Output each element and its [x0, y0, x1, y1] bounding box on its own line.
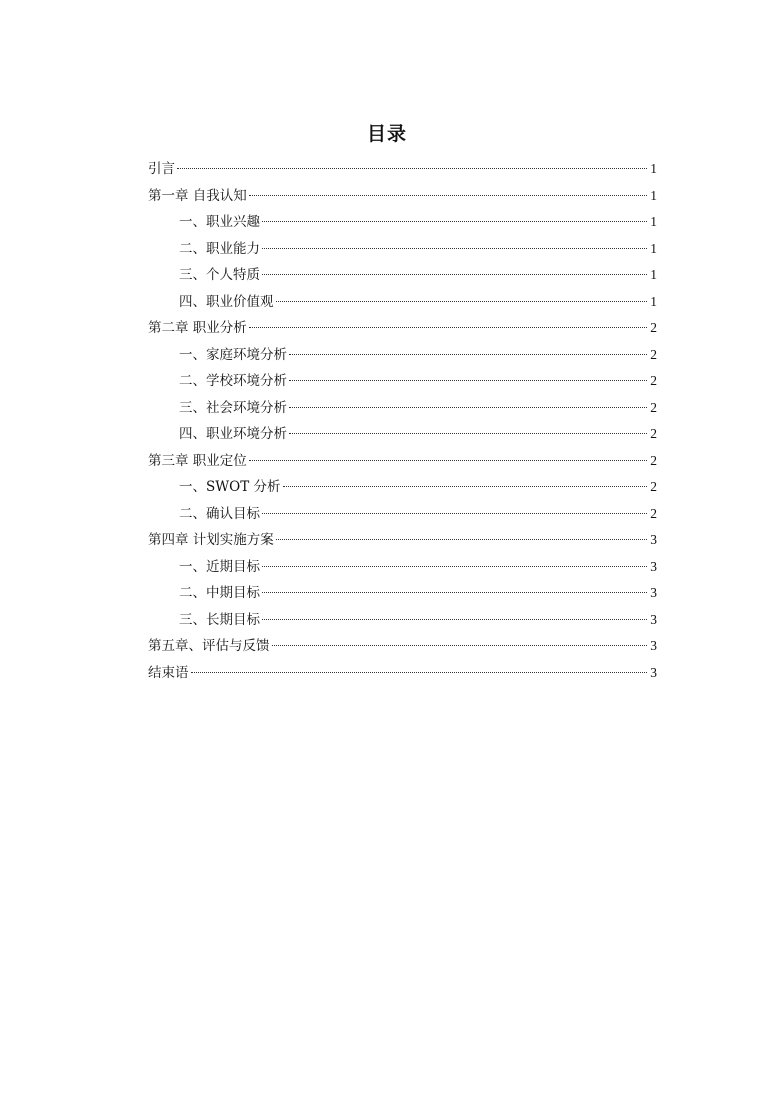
toc-chapter-entry[interactable]: [148, 660, 657, 687]
toc-entry-label: 一、职业兴趣: [179, 214, 260, 230]
toc-dot-leader: [249, 195, 647, 196]
toc-section-entry[interactable]: [148, 289, 657, 316]
toc-section-entry[interactable]: [148, 580, 657, 607]
toc-page-number: 3: [650, 638, 657, 653]
toc-dot-leader: [272, 645, 648, 646]
toc-entry-label: 二、确认目标: [179, 505, 260, 522]
toc-page-number: 2: [650, 346, 657, 362]
toc-page-number: 3: [650, 664, 657, 680]
toc-entry-label: 四、职业环境分析: [179, 426, 287, 442]
toc-dot-leader: [283, 486, 648, 487]
toc-dot-leader: [289, 354, 647, 355]
toc-dot-leader: [262, 513, 647, 514]
toc-page-number: 1: [650, 214, 657, 229]
toc-entry-label: 第五章、评估与反馈: [148, 638, 270, 654]
toc-page-number: 2: [650, 373, 657, 388]
toc-page-number: 1: [650, 293, 657, 309]
toc-chapter-entry[interactable]: [148, 448, 657, 475]
toc-entry-label: 二、职业能力: [179, 240, 260, 257]
toc-section-entry[interactable]: [148, 501, 657, 528]
toc-entry-label: 二、学校环境分析: [179, 373, 287, 389]
toc-dot-leader: [249, 460, 647, 461]
toc-entry-label: 三、个人特质: [179, 267, 260, 283]
toc-page-number: 2: [650, 505, 657, 521]
toc-page-number: 1: [650, 240, 657, 256]
toc-entry-label: 一、SWOT 分析: [179, 479, 281, 495]
toc-dot-leader: [289, 407, 647, 408]
toc-section-entry[interactable]: [148, 342, 657, 369]
toc-entry-label: 二、中期目标: [179, 585, 260, 601]
toc-dot-leader: [191, 672, 648, 673]
toc-page-number: 3: [650, 558, 657, 574]
toc-chapter-entry[interactable]: [148, 156, 657, 183]
toc-dot-leader: [276, 301, 648, 302]
toc-dot-leader: [177, 168, 647, 169]
toc-section-entry[interactable]: [148, 236, 657, 263]
toc-section-entry[interactable]: [148, 395, 657, 422]
toc-entry-label: 第一章 自我认知: [148, 187, 247, 204]
toc-title: 目录: [366, 123, 407, 145]
toc-entry-label: 三、长期目标: [179, 611, 260, 628]
toc-entry-label: 第三章 职业定位: [148, 452, 247, 469]
toc-page-number: 1: [650, 161, 657, 176]
toc-section-entry[interactable]: [148, 421, 657, 448]
toc-section-entry[interactable]: [148, 554, 657, 581]
toc-section-entry[interactable]: [148, 262, 657, 289]
toc-page-number: 3: [650, 532, 657, 547]
toc-dot-leader: [262, 248, 647, 249]
toc-dot-leader: [262, 592, 647, 593]
toc-entry-label: 第四章 计划实施方案: [148, 532, 274, 548]
toc-page-number: 1: [650, 187, 657, 203]
toc-dot-leader: [249, 327, 647, 328]
toc-page-number: 2: [650, 399, 657, 415]
toc-chapter-entry[interactable]: [148, 633, 657, 660]
toc-chapter-entry[interactable]: [148, 315, 657, 342]
toc-chapter-entry[interactable]: [148, 183, 657, 210]
toc-entry-label: 第二章 职业分析: [148, 320, 247, 336]
toc-entry-label: 一、家庭环境分析: [179, 346, 287, 363]
toc-dot-leader: [262, 566, 647, 567]
toc-section-entry[interactable]: [148, 209, 657, 236]
toc-entry-label: 引言: [148, 161, 175, 177]
toc-section-entry[interactable]: [148, 607, 657, 634]
toc-page-number: 3: [650, 585, 657, 600]
toc-dot-leader: [262, 619, 647, 620]
toc-page-number: 1: [650, 267, 657, 282]
toc-dot-leader: [276, 539, 647, 540]
toc-chapter-entry[interactable]: [148, 527, 657, 554]
toc-page-number: 2: [650, 479, 657, 494]
toc-section-entry[interactable]: [148, 368, 657, 395]
toc-page-number: 2: [650, 320, 657, 335]
toc-entry-label: 一、近期目标: [179, 558, 260, 575]
toc-dot-leader: [289, 380, 647, 381]
toc-page-number: 2: [650, 452, 657, 468]
toc-entry-label: 结束语: [148, 664, 189, 681]
toc-dot-leader: [262, 274, 647, 275]
toc-entry-label: 三、社会环境分析: [179, 399, 287, 416]
toc-entry-label: 四、职业价值观: [179, 293, 274, 310]
toc-page-number: 3: [650, 611, 657, 627]
toc-section-entry[interactable]: [148, 474, 657, 501]
toc-list: [148, 156, 657, 686]
toc-page-number: 2: [650, 426, 657, 441]
toc-dot-leader: [262, 221, 647, 222]
toc-dot-leader: [289, 433, 647, 434]
